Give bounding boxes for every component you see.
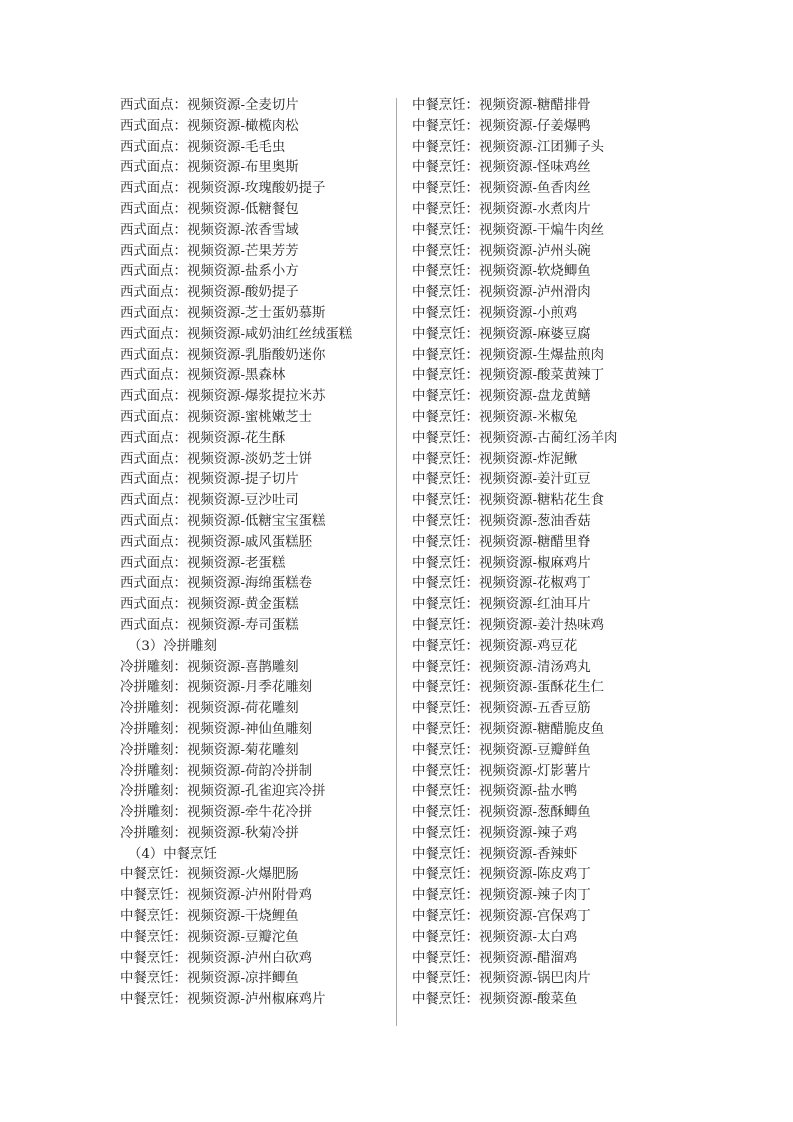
resource-list-item: 中餐烹饪：视频资源-泸州滑肉: [412, 285, 591, 301]
resource-list-item: 西式面点：视频资源-盐系小方: [120, 264, 299, 280]
resource-list-item: 冷拼雕刻：视频资源-孔雀迎宾冷拼: [120, 784, 326, 800]
resource-list-item: 中餐烹饪：视频资源-古蔺红汤羊肉: [412, 430, 618, 446]
resource-list-item: 中餐烹饪：视频资源-水煮肉片: [412, 201, 591, 217]
resource-list-item: 中餐烹饪：视频资源-花椒鸡丁: [412, 576, 591, 592]
resource-list-item: 西式面点：视频资源-低糖宝宝蛋糕: [120, 513, 326, 529]
resource-list-item: 冷拼雕刻：视频资源-秋菊冷拼: [120, 825, 299, 841]
resource-list-item: 中餐烹饪：视频资源-辣子肉丁: [412, 888, 591, 904]
resource-list-item: 中餐烹饪：视频资源-锅巴肉片: [412, 971, 591, 987]
resource-list-item: 中餐烹饪：视频资源-姜汁热味鸡: [412, 617, 604, 633]
resource-list-item: 中餐烹饪：视频资源-蛋酥花生仁: [412, 680, 604, 696]
resource-list-item: 中餐烹饪：视频资源-豆瓣鲜鱼: [412, 742, 591, 758]
resource-list-item: 西式面点：视频资源-芝士蛋奶慕斯: [120, 305, 326, 321]
resource-list-item: 西式面点：视频资源-黄金蛋糕: [120, 597, 299, 613]
resource-list-item: 中餐烹饪：视频资源-陈皮鸡丁: [412, 867, 591, 883]
resource-list-item: 西式面点：视频资源-咸奶油红丝绒蛋糕: [120, 326, 353, 342]
resource-list-item: 中餐烹饪：视频资源-葱油香菇: [412, 513, 591, 529]
resource-list-item: 中餐烹饪：视频资源-怪味鸡丝: [412, 160, 591, 176]
resource-list-item: 中餐烹饪：视频资源-鱼香肉丝: [412, 181, 591, 197]
resource-list-item: 中餐烹饪：视频资源-清汤鸡丸: [412, 659, 591, 675]
resource-list-item: 西式面点：视频资源-玫瑰酸奶提子: [120, 181, 326, 197]
right-column-list: [412, 96, 712, 1011]
resource-list-item: 中餐烹饪：视频资源-太白鸡: [412, 929, 578, 945]
resource-list-item: 中餐烹饪：视频资源-葱酥鲫鱼: [412, 805, 591, 821]
resource-list-item: 中餐烹饪：视频资源-麻婆豆腐: [412, 326, 591, 342]
resource-list-item: 冷拼雕刻：视频资源-神仙鱼雕刻: [120, 721, 312, 737]
resource-list-item: 西式面点：视频资源-黑森林: [120, 368, 286, 384]
resource-list-item: 中餐烹饪：视频资源-豆瓣沱鱼: [120, 929, 299, 945]
resource-list-item: 中餐烹饪：视频资源-糖醋排骨: [412, 98, 591, 113]
resource-list-item: 中餐烹饪：视频资源-酸菜鱼: [412, 992, 578, 1008]
resource-list-item: 中餐烹饪：视频资源-香辣虾: [412, 846, 578, 862]
resource-list-item: 中餐烹饪：视频资源-辣子鸡: [412, 825, 578, 841]
resource-list-item: 西式面点：视频资源-酸奶提子: [120, 285, 299, 301]
resource-list-item: 西式面点：视频资源-蜜桃嫩芝士: [120, 409, 312, 425]
column-divider: [396, 98, 397, 1026]
resource-list-item: 西式面点：视频资源-淡奶芝士饼: [120, 451, 312, 467]
resource-list-item: 中餐烹饪：视频资源-姜汁豇豆: [412, 472, 591, 488]
resource-list-item: 中餐烹饪：视频资源-盘龙黄鳝: [412, 389, 591, 405]
resource-list-item: 西式面点：视频资源-乳脂酸奶迷你: [120, 347, 326, 363]
resource-list-item: 西式面点：视频资源-低糖餐包: [120, 201, 299, 217]
section-heading: （4）中餐烹饪: [128, 846, 217, 862]
resource-list-item: 冷拼雕刻：视频资源-月季花雕刻: [120, 680, 312, 696]
resource-list-item: 中餐烹饪：视频资源-江团狮子头: [412, 139, 604, 155]
resource-list-item: 中餐烹饪：视频资源-红油耳片: [412, 597, 591, 613]
resource-list-item: 中餐烹饪：视频资源-糖醋脆皮鱼: [412, 721, 604, 737]
resource-list-item: 西式面点：视频资源-戚风蛋糕胚: [120, 534, 312, 550]
resource-list-item: 中餐烹饪：视频资源-凉拌鲫鱼: [120, 971, 299, 987]
resource-list-item: 冷拼雕刻：视频资源-牵牛花冷拼: [120, 805, 312, 821]
resource-list-item: 西式面点：视频资源-海绵蛋糕卷: [120, 576, 312, 592]
resource-list-item: 西式面点：视频资源-布里奥斯: [120, 160, 299, 176]
resource-list-item: 中餐烹饪：视频资源-灯影薯片: [412, 763, 591, 779]
resource-list-item: 中餐烹饪：视频资源-仔姜爆鸭: [412, 118, 591, 134]
resource-list-item: 中餐烹饪：视频资源-生爆盐煎肉: [412, 347, 604, 363]
resource-list-item: 中餐烹饪：视频资源-干煸牛肉丝: [412, 222, 604, 238]
resource-list-item: 中餐烹饪：视频资源-宫保鸡丁: [412, 909, 591, 925]
resource-list-item: 西式面点：视频资源-毛毛虫: [120, 139, 286, 155]
resource-list-item: 中餐烹饪：视频资源-糖醋里脊: [412, 534, 591, 550]
resource-list-item: 西式面点：视频资源-提子切片: [120, 472, 299, 488]
resource-list-item: 西式面点：视频资源-花生酥: [120, 430, 286, 446]
resource-list-item: 西式面点：视频资源-芒果芳芳: [120, 243, 299, 259]
resource-list-item: 中餐烹饪：视频资源-泸州头碗: [412, 243, 591, 259]
resource-list-item: 中餐烹饪：视频资源-软烧鲫鱼: [412, 264, 591, 280]
resource-list-item: 西式面点：视频资源-浓香雪域: [120, 222, 299, 238]
resource-list-item: 中餐烹饪：视频资源-鸡豆花: [412, 638, 578, 654]
resource-list-item: 中餐烹饪：视频资源-火爆肥肠: [120, 867, 299, 883]
resource-list-item: 中餐烹饪：视频资源-小煎鸡: [412, 305, 578, 321]
resource-list-item: 冷拼雕刻：视频资源-荷花雕刻: [120, 701, 299, 717]
resource-list-item: 中餐烹饪：视频资源-米椒兔: [412, 409, 578, 425]
resource-list-item: 中餐烹饪：视频资源-干烧鲤鱼: [120, 909, 299, 925]
resource-list-item: 西式面点：视频资源-豆沙吐司: [120, 493, 299, 509]
resource-list-item: 中餐烹饪：视频资源-酸菜黄辣丁: [412, 368, 604, 384]
resource-list-item: 中餐烹饪：视频资源-炸泥鳅: [412, 451, 578, 467]
resource-list-item: 冷拼雕刻：视频资源-喜鹊雕刻: [120, 659, 299, 675]
section-heading: （3）冷拼雕刻: [128, 638, 217, 654]
resource-list-item: 中餐烹饪：视频资源-醋溜鸡: [412, 950, 578, 966]
resource-list-item: 中餐烹饪：视频资源-泸州附骨鸡: [120, 888, 312, 904]
resource-list-item: 西式面点：视频资源-老蛋糕: [120, 555, 286, 571]
resource-list-item: 西式面点：视频资源-橄榄肉松: [120, 118, 299, 134]
left-column-list: [120, 96, 390, 1011]
resource-list-item: 中餐烹饪：视频资源-五香豆筋: [412, 701, 591, 717]
resource-list-item: 中餐烹饪：视频资源-泸州白砍鸡: [120, 950, 312, 966]
resource-list-item: 西式面点：视频资源-寿司蛋糕: [120, 617, 299, 633]
resource-list-item: 中餐烹饪：视频资源-盐水鸭: [412, 784, 578, 800]
resource-list-item: 冷拼雕刻：视频资源-荷韵冷拼制: [120, 763, 312, 779]
resource-list-item: 中餐烹饪：视频资源-糖粘花生食: [412, 493, 604, 509]
resource-list-item: 西式面点：视频资源-全麦切片: [120, 98, 299, 113]
resource-list-item: 中餐烹饪：视频资源-椒麻鸡片: [412, 555, 591, 571]
resource-list-item: 中餐烹饪：视频资源-泸州椒麻鸡片: [120, 992, 326, 1008]
resource-list-item: 冷拼雕刻：视频资源-菊花雕刻: [120, 742, 299, 758]
resource-list-item: 西式面点：视频资源-爆浆提拉米苏: [120, 389, 326, 405]
